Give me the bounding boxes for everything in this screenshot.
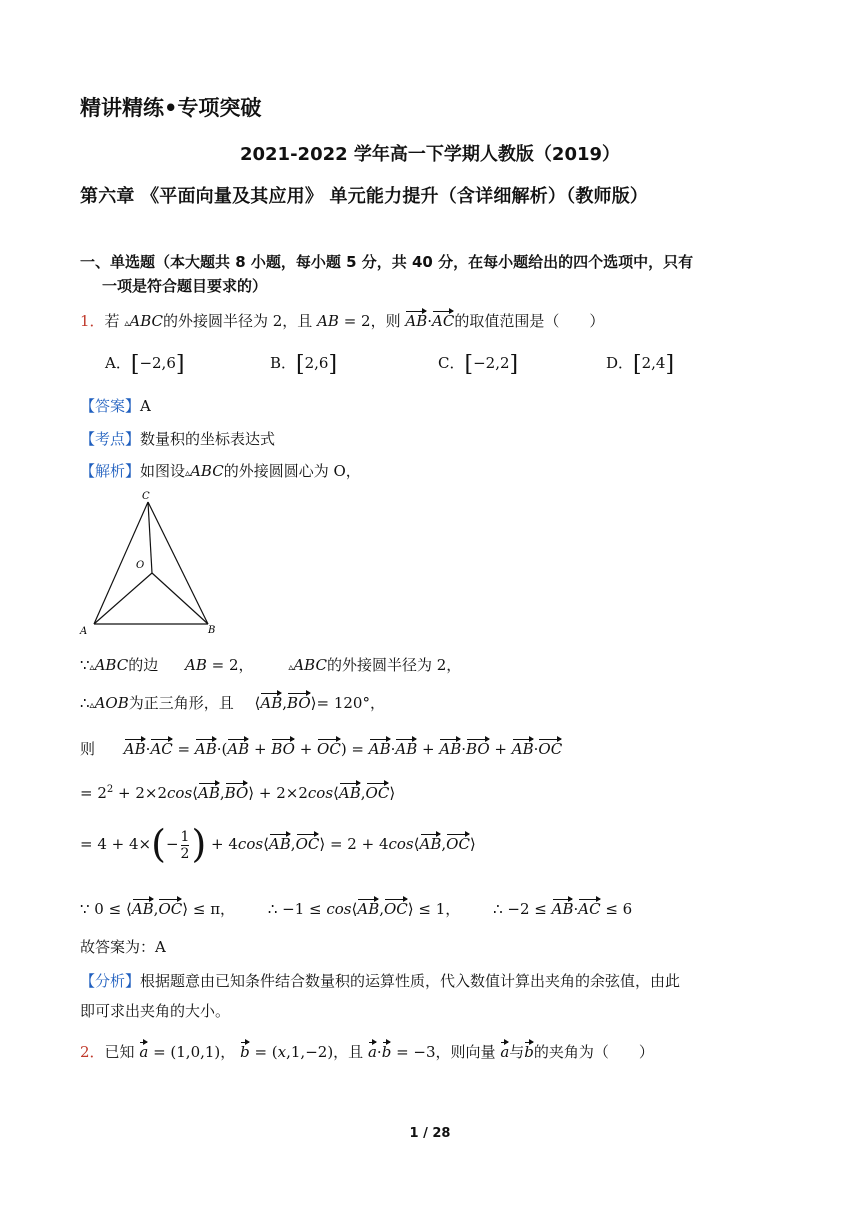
radius-oa — [94, 573, 152, 624]
stem-text: 的取值范围是（ ） — [454, 312, 605, 330]
solution-text: 为正三角形，且 — [128, 694, 234, 712]
fenxi-text: 根据题意由已知条件结合数量积的运算性质，代入数值计算出夹角的余弦值，由此 — [140, 972, 681, 990]
point-tag: 【考点】 — [80, 430, 141, 448]
analysis-line: 【解析】如图设▵ABC的外接圆圆心为 O， — [80, 462, 361, 480]
radius-ob — [152, 573, 208, 624]
answer-value: A — [140, 397, 151, 415]
option-b: B．[2,6] — [270, 352, 338, 377]
vertex-label-b: B — [208, 625, 216, 636]
stem-text: ， — [220, 1043, 236, 1061]
solution-text: 的边 — [128, 656, 159, 674]
solution-text: = 120°， — [316, 694, 385, 712]
center-label-o: O — [136, 560, 145, 571]
section-heading — [80, 250, 790, 298]
analysis-text: 的外接圆圆心为 O， — [223, 462, 361, 480]
stem-text: 与 — [509, 1043, 525, 1061]
stem-text: ，则 — [370, 312, 401, 330]
solution-text: 的外接圆半径为 2， — [326, 656, 462, 674]
page-number: 1 / 28 — [409, 1126, 451, 1141]
option-c: C．[−2,2] — [438, 352, 519, 377]
edge-cb — [148, 502, 208, 624]
vertex-label-a: A — [80, 626, 88, 637]
solution-line-1: ∵▵ABC的边 AB = 2， ▵ABC的外接圆半径为 2， — [80, 656, 462, 674]
stem-text: 若 — [104, 312, 120, 330]
fenxi-paragraph — [80, 966, 780, 1026]
analysis-tag: 【解析】 — [80, 462, 141, 480]
stem-text: ，则向量 — [435, 1043, 496, 1061]
math-symbol: ∵ — [80, 656, 90, 674]
answer-tag: 【答案】 — [80, 397, 141, 415]
answer-line — [80, 395, 151, 416]
chapter-title: 第六章 《平面向量及其应用》 单元能力提升（含详细解析）（教师版） — [80, 186, 649, 207]
solution-line-4: = $2^2$ + 2×2cos⟨AB,BO⟩ + 2×2cos⟨AB,OC⟩ — [80, 784, 396, 802]
solution-text: 则 — [80, 740, 96, 758]
stem-text: 的外接圆半径为 2，且 — [163, 312, 313, 330]
question-number: 2． — [80, 1043, 105, 1061]
solution-text: ， — [238, 656, 254, 674]
conclusion-line: 故答案为：A — [80, 938, 166, 956]
math-symbol: ∴ — [80, 694, 90, 712]
vertex-label-c: C — [142, 491, 150, 502]
radius-oc — [148, 502, 152, 573]
fenxi-text: 即可求出夹角的大小。 — [80, 1002, 231, 1020]
solution-line-3: 则 AB·AC = AB·(AB + BO + OC) = AB·AB + AB·BO + AB·OC — [80, 740, 563, 758]
option-d: D．[2,4] — [606, 352, 675, 377]
fenxi-tag: 【分析】 — [80, 972, 141, 990]
point-text: 数量积的坐标表达式 — [140, 430, 276, 448]
section-heading-line2: 一项是符合题目要求的） — [102, 277, 268, 295]
stem-text: 的夹角为（ ） — [533, 1043, 654, 1061]
section-heading-line1: 一、单选题（本大题共 8 小题，每小题 5 分，共 40 分，在每小题给出的四个选项中，只有 — [80, 253, 694, 271]
question-number: 1． — [80, 312, 105, 330]
analysis-text: 如图设 — [140, 462, 186, 480]
subtitle: 2021-2022 学年高一下学期人教版（2019） — [239, 144, 621, 165]
solution-line-6: ∵ 0 ≤ ⟨AB,OC⟩ ≤ π， ∴ −1 ≤ cos⟨AB,OC⟩ ≤ 1， ∴ −2 ≤ AB·AC ≤ 6 — [80, 900, 633, 918]
question-1-stem: 1．若 ▵ABC的外接圆半径为 2，且 AB = 2，则 AB·AC的取值范围是（ ） — [80, 312, 605, 330]
stem-text: ，且 — [333, 1043, 364, 1061]
triangle-figure — [78, 488, 228, 638]
solution-line-5: = 4 + 4×(− $\frac{1}{2}$ ) + 4cos⟨AB,OC⟩ = 2 + 4cos⟨AB,OC⟩ — [80, 822, 476, 866]
brand-title: 精讲精练•专项突破 — [80, 96, 262, 120]
solution-line-2: ∴▵AOB为正三角形，且 ⟨AB,BO⟩= 120°， — [80, 694, 385, 712]
stem-text: 已知 — [104, 1043, 135, 1061]
question-2-stem: 2．已知 a = (1,0,1)， b = (x,1,−2)，且 a·b = −3，则向量 a与b的夹角为（ ） — [80, 1043, 654, 1061]
option-a: A．[−2,6] — [105, 352, 185, 377]
knowledge-point-line — [80, 428, 275, 449]
